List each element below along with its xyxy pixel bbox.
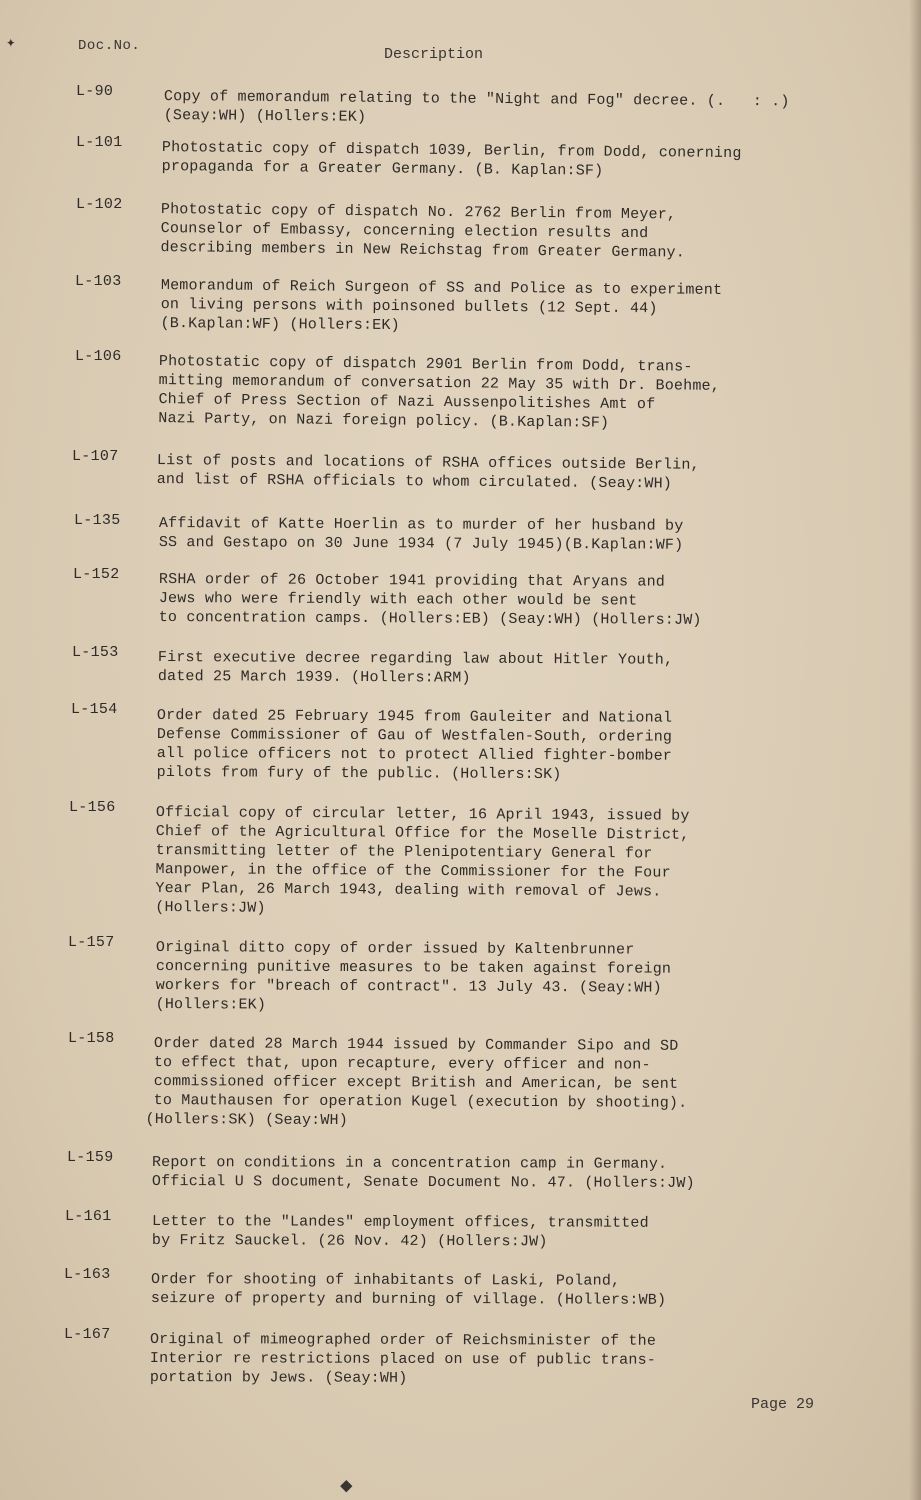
description: List of posts and locations of RSHA offices outside Berlin, and list of RSHA officials to whom circulated. (Seay:WH) [156,451,700,493]
doc-number: L-154 [71,701,118,718]
margin-cross-mark: ✦ [6,34,16,52]
description: Order dated 28 March 1944 issued by Commander Sipo and SD to effect that, upon recapture, every officer and non- commissioned officer except British and American, be sent to Mauthausen for operation Kugel (execution by shooting). (Hollers:SK) (Seay:WH) [145,1035,688,1130]
doc-number: L-167 [64,1326,111,1343]
description: Original ditto copy of order issued by Kaltenbrunner concerning punitive measures to be taken against foreign workers for "breach of contract". 13 July 43. (Seay:WH) (Hollers:EK) [155,939,672,1014]
description: Order dated 25 February 1945 from Gauleiter and National Defense Commissioner of Gau of Westfalen-South, ordering all police officers not to protect Allied fighter-bomber pilots from fury of the public. (Hollers:SK) [156,707,673,784]
doc-number: L-102 [76,196,123,213]
doc-number: L-135 [74,512,121,529]
description: Affidavit of Katte Hoerlin as to murder of her husband by SS and Gestapo on 30 June 1934 (7 July 1945)(B.Kaplan:WF) [158,515,684,554]
doc-number: L-158 [68,1030,115,1047]
description: First executive decree regarding law about Hitler Youth, dated 25 March 1939. (Hollers:ARM) [157,649,674,687]
ink-smudge-mark: ⬥ [340,1477,353,1497]
page-number: Page 29 [751,1396,815,1413]
description: Copy of memorandum relating to the "Night and Fog" decree. (. : .) (Seay:WH) (Hollers:EK) [163,87,790,126]
column-header-description: Description [384,46,484,63]
doc-number: L-157 [68,934,115,951]
description: Letter to the "Landes" employment offices, transmitted by Fritz Sauckel. (26 Nov. 42) (Hollers:JW) [151,1213,649,1251]
description: Original of mimeographed order of Reichsminister of the Interior re restrictions placed on use of public trans- portation by Jews. (Seay:WH) [149,1331,657,1387]
doc-number: L-153 [72,644,119,661]
doc-number: L-90 [76,83,114,100]
page-edge-shadow [909,0,921,1500]
column-header-doc-no: Doc.No. [78,38,141,54]
description: Photostatic copy of dispatch No. 2762 Berlin from Meyer, Counselor of Embassy, concerning election results and describing members in New Reichstag from Greater Germany. [160,200,686,262]
doc-number: L-161 [65,1208,112,1225]
doc-number: L-101 [76,134,123,151]
description: Photostatic copy of dispatch 2901 Berlin from Dodd, trans- mitting memorandum of conversation 22 May 35 with Dr. Boehme, Chief of Press Section of Nazi Aussenpolitishes Amt of Nazi Party, on Nazi foreign policy. (B.Kaplan:SF) [158,352,721,432]
doc-number: L-152 [73,566,120,583]
description: Report on conditions in a concentration camp in Germany. Official U S document, Senate Document No. 47. (Hollers:JW) [151,1154,695,1192]
description: Official copy of circular letter, 16 April 1943, issued by Chief of the Agricultural Office for the Moselle District, transmitting letter of the Plenipotentiary General for Manpower, in the office of the Commissioner for the Four Year Plan, 26 March 1943, dealing with removal of Jews. (Hollers:JW) [155,804,690,917]
doc-number: L-106 [75,348,122,365]
doc-number: L-163 [64,1266,111,1283]
doc-number: L-103 [75,273,122,290]
doc-number: L-107 [72,448,119,465]
description: Photostatic copy of dispatch 1039, Berlin, from Dodd, conerning propaganda for a Greater Germany. (B. Kaplan:SF) [161,138,742,180]
doc-number: L-159 [67,1149,114,1166]
description: Order for shooting of inhabitants of Laski, Poland, seizure of property and burning of village. (Hollers:WB) [150,1271,667,1309]
description: Memorandum of Reich Surgeon of SS and Police as to experiment on living persons with poinsoned bullets (12 Sept. 44) (B.Kaplan:WF) (Hollers:EK) [160,276,723,335]
description: RSHA order of 26 October 1941 providing that Aryans and Jews who were friendly with each other would be sent to concentration camps. (Hollers:EB) (Seay:WH) (Hollers:JW) [158,571,702,629]
doc-number: L-156 [69,799,116,816]
